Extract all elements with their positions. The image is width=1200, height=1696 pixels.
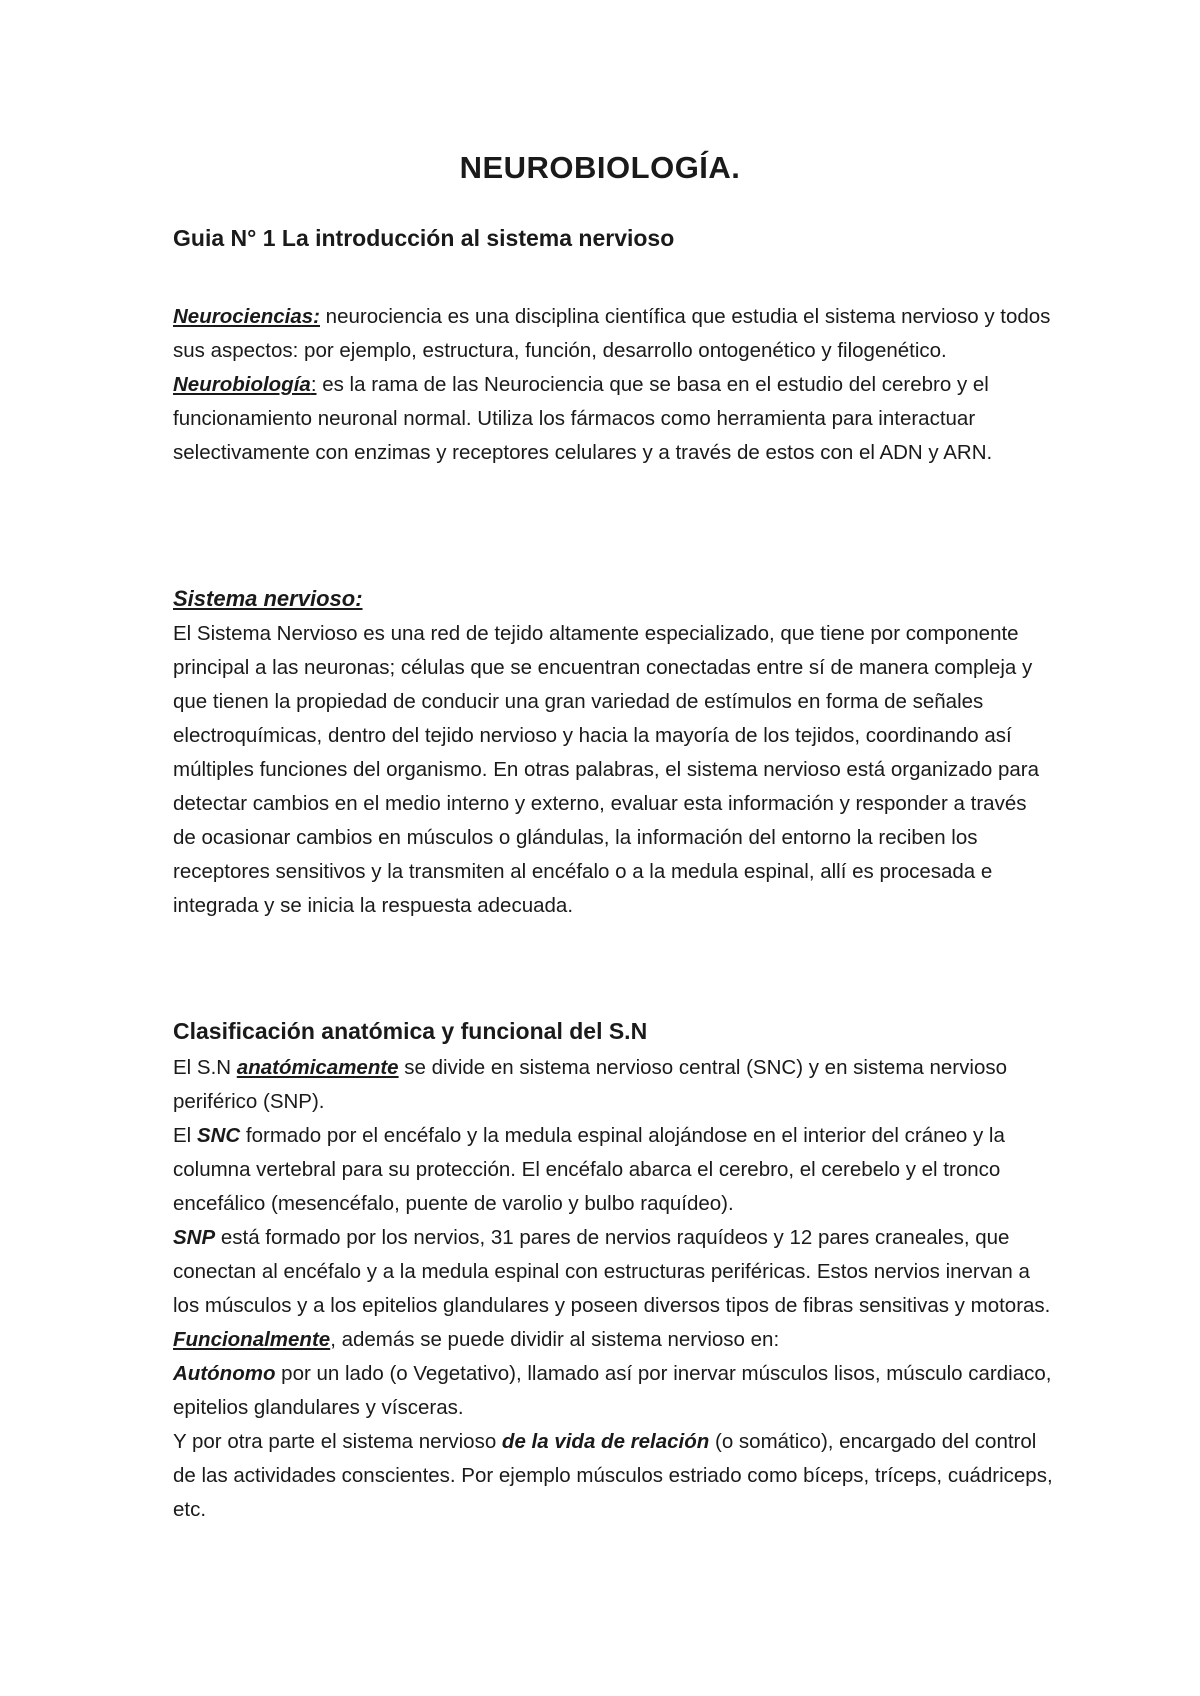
anatomicamente-paragraph <box>173 1051 1053 1119</box>
autonomo-paragraph <box>173 1357 1053 1425</box>
vida-relacion-term: de la vida de relación <box>501 1430 710 1453</box>
anatomicamente-pre: El S.N <box>173 1056 237 1079</box>
clasificacion-heading: Clasificación anatómica y funcional del S.N <box>173 1018 648 1044</box>
neurobiologia-text: es la rama de las Neurociencia que se basa en el estudio del cerebro y el funcionamiento neuronal normal. Utiliza los fármacos como herramienta para interactuar selectivamente con enzimas y receptores celulares y a través de estos con el ADN y ARN. <box>173 373 993 464</box>
sistema-nervioso-heading-text: Sistema nervioso: <box>173 586 363 611</box>
neurociencias-paragraph <box>173 300 1053 368</box>
snc-pre: El <box>173 1124 197 1147</box>
page-title: NEUROBIOLOGÍA. <box>459 150 741 185</box>
snc-term: SNC <box>196 1124 241 1147</box>
anatomicamente-text: se divide en sistema nervioso central (SNC) y en sistema nervioso periférico (SNP). <box>173 1056 1007 1113</box>
snc-text: formado por el encéfalo y la medula espinal alojándose en el interior del cráneo y la columna vertebral para su protección. El encéfalo abarca el cerebro, el cerebelo y el tronco encefálico (mesencéfalo, puente de varolio y bulbo raquídeo). <box>173 1124 1005 1215</box>
guide-title: Guia N° 1 La introducción al sistema nervioso <box>173 225 675 251</box>
vida-relacion-paragraph <box>173 1425 1053 1527</box>
sistema-nervioso-heading <box>173 582 1053 617</box>
neurociencias-text: neurociencia es una disciplina científica que estudia el sistema nervioso y todos sus aspectos: por ejemplo, estructura, función, desarrollo ontogenético y filogenético. <box>173 305 1051 362</box>
autonomo-term: Autónomo <box>173 1362 276 1385</box>
snp-text: está formado por los nervios, 31 pares de nervios raquídeos y 12 pares craneales, que conectan al encéfalo y a la medula espinal con estructuras periféricas. Estos nervios inervan a los músculos y a los epitelios glandulares y poseen diversos tipos de fibras sensitivas y motoras. <box>173 1226 1051 1317</box>
snp-term: SNP <box>173 1226 216 1249</box>
anatomicamente-term: anatómicamente <box>236 1056 399 1079</box>
funcionalmente-term: Funcionalmente <box>173 1328 331 1351</box>
neurobiologia-paragraph <box>173 368 1053 470</box>
autonomo-text: por un lado (o Vegetativo), llamado así por inervar músculos lisos, músculo cardiaco, epitelios glandulares y vísceras. <box>173 1362 1052 1419</box>
funcionalmente-text: , además se puede dividir al sistema nervioso en: <box>330 1328 780 1351</box>
vida-relacion-pre: Y por otra parte el sistema nervioso <box>173 1430 502 1453</box>
funcionalmente-paragraph <box>173 1323 1053 1357</box>
snp-paragraph <box>173 1221 1053 1323</box>
vida-relacion-text: (o somático), encargado del control de las actividades conscientes. Por ejemplo músculos estriado como bíceps, tríceps, cuádriceps, etc. <box>173 1430 1053 1521</box>
neurobiologia-term: Neurobiología <box>173 373 311 396</box>
snc-paragraph <box>173 1119 1053 1221</box>
intro-definitions <box>173 300 1053 470</box>
clasificacion-section <box>173 1051 1053 1527</box>
neurobiologia-colon: : <box>310 373 317 396</box>
sistema-nervioso-paragraph: El Sistema Nervioso es una red de tejido altamente especializado, que tiene por componente principal a las neuronas; células que se encuentran conectadas entre sí de manera compleja y que tienen la propiedad de conducir una gran variedad de estímulos en forma de señales electroquímicas, dentro del tejido nervioso y hacia la mayoría de los tejidos, coordinando así múltiples funciones del organismo. En otras palabras, el sistema nervioso está organizado para detectar cambios en el medio interno y externo, evaluar esta información y responder a través de ocasionar cambios en músculos o glándulas, la información del entorno la reciben los receptores sensitivos y la transmiten al encéfalo o a la medula espinal, allí es procesada e integrada y se inicia la respuesta adecuada. <box>173 622 1040 917</box>
sistema-nervioso-section <box>173 582 1053 923</box>
neurociencias-term: Neurociencias: <box>173 305 320 328</box>
